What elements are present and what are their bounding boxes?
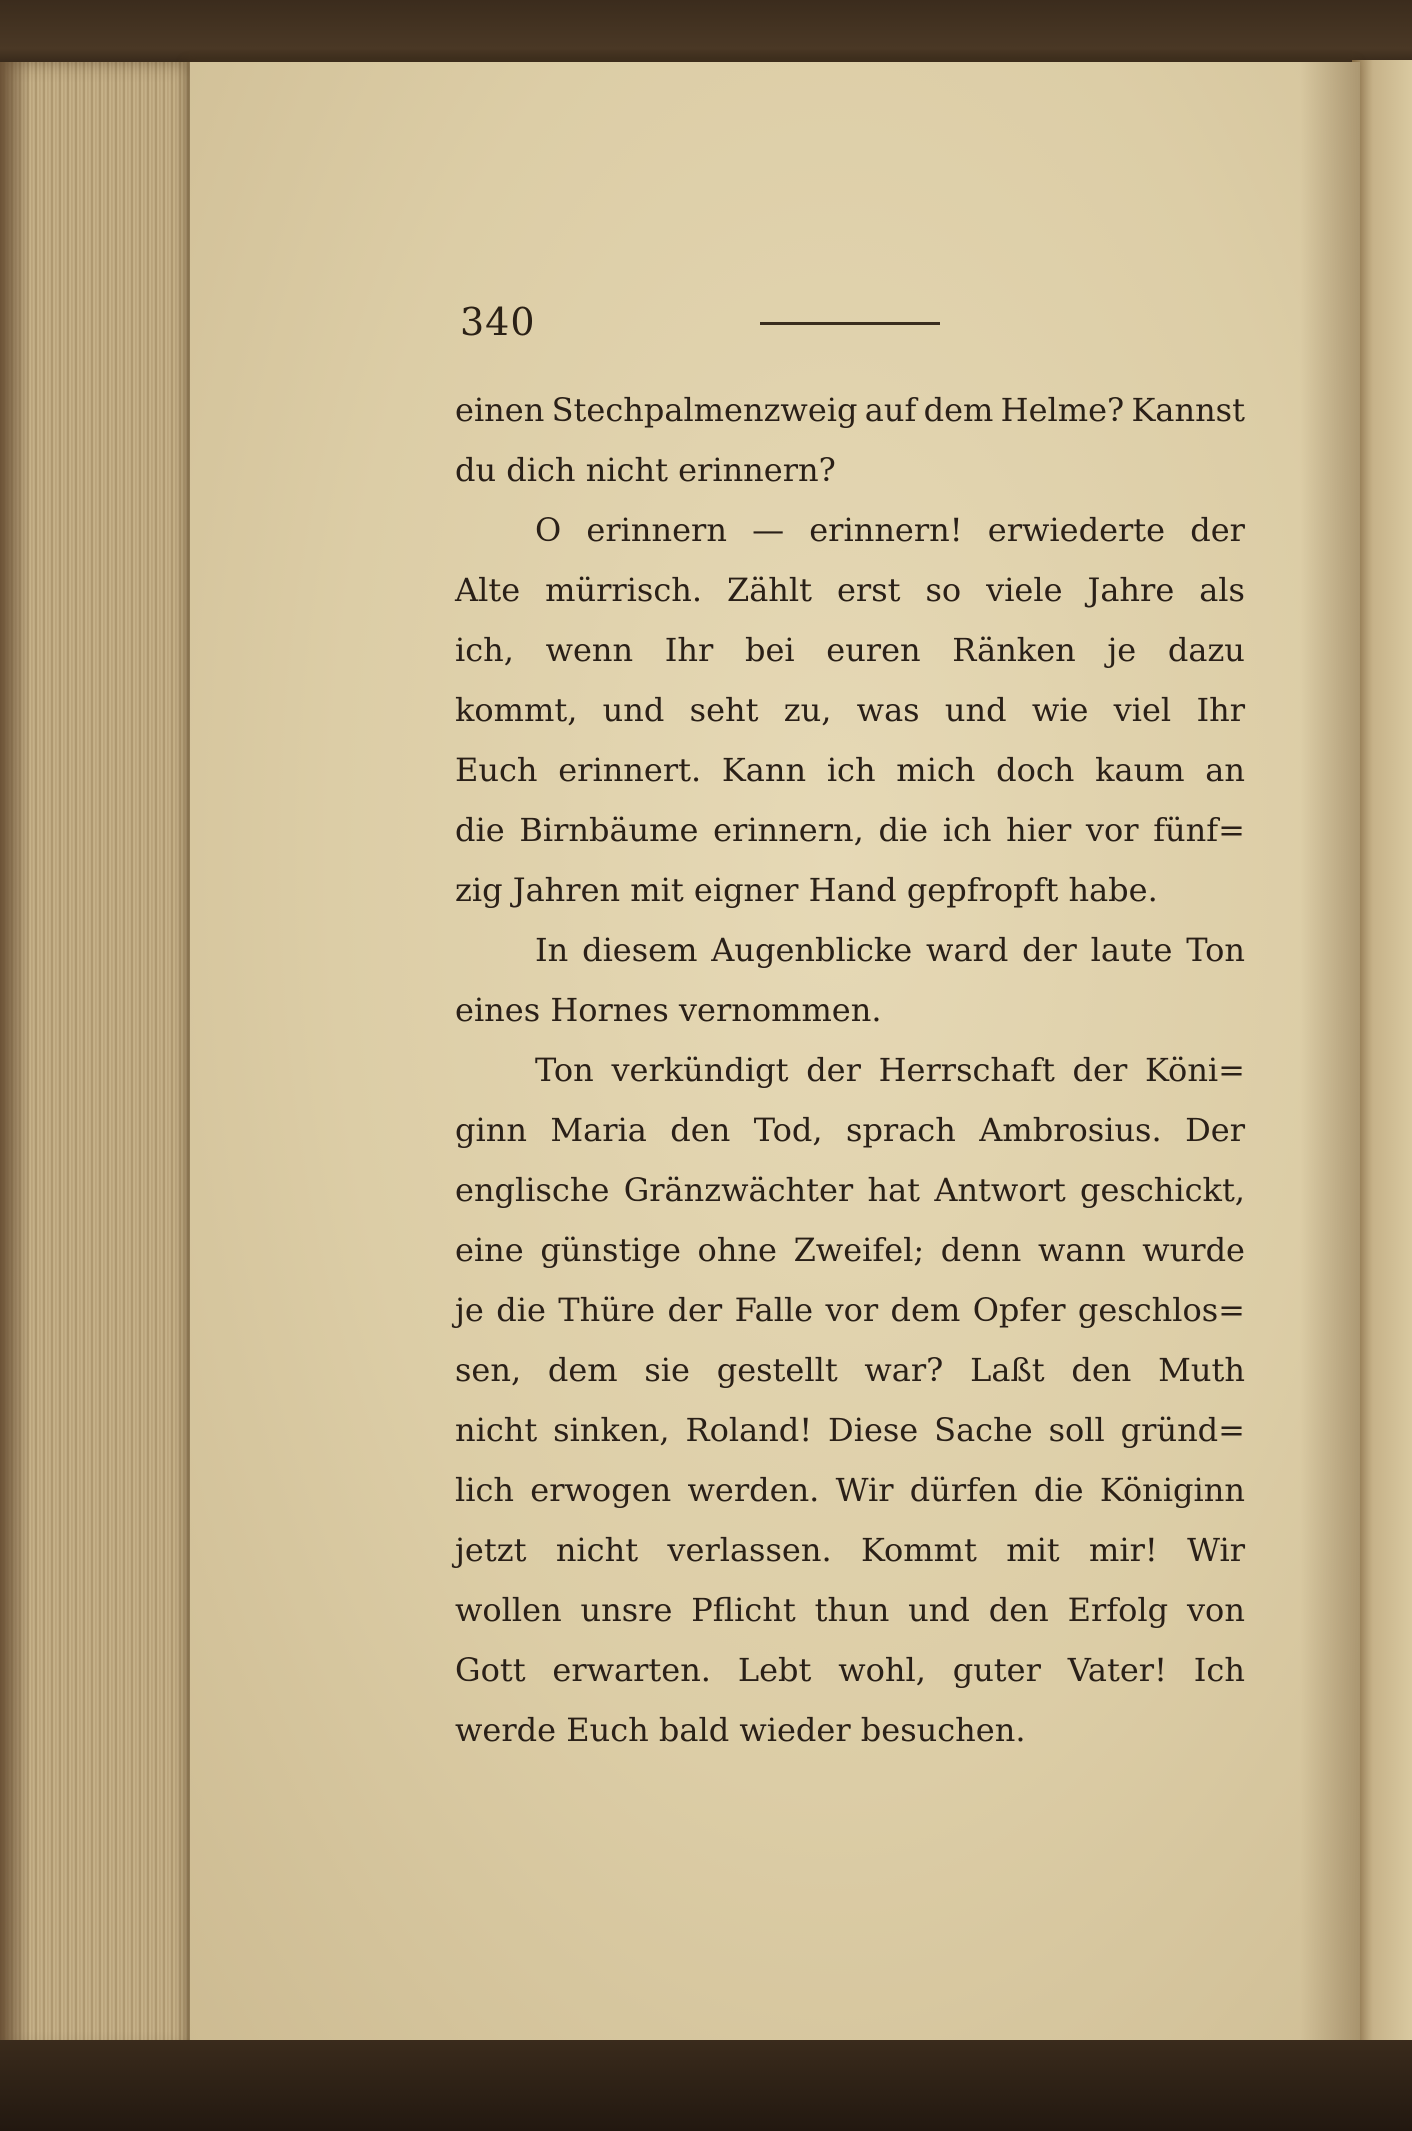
text-line: die Birnbäume erinnern, die ich hier vor fünf= [455,811,1245,849]
bottom-shadow [0,2040,1412,2131]
text-line: werde Euch bald wieder besuchen. [455,1711,1026,1749]
text-line: zig Jahren mit eigner Hand gepfropft habe. [455,871,1158,909]
text-line: kommt, und seht zu, was und wie viel Ihr [455,691,1245,729]
header-rule [760,322,940,325]
text-line: ginn Maria den Tod, sprach Ambrosius. Der [455,1111,1245,1149]
text-line: jetzt nicht verlassen. Kommt mit mir! Wir [455,1531,1245,1569]
text-line: lich erwogen werden. Wir dürfen die Königinn [455,1471,1245,1509]
text-line: Euch erinnert. Kann ich mich doch kaum an [455,751,1245,789]
text-line: je die Thüre der Falle vor dem Opfer geschlos= [455,1291,1245,1329]
text-line: wollen unsre Pflicht thun und den Erfolg von [455,1591,1245,1629]
text-line: In diesem Augenblicke ward der laute Ton [535,931,1245,969]
page-header [460,300,980,350]
text-line: nicht sinken, Roland! Diese Sache soll gründ= [455,1411,1245,1449]
page-number: 340 [460,300,536,344]
text-line: du dich nicht erinnern? [455,451,836,489]
text-line: Alte mürrisch. Zählt erst so viele Jahre als [455,571,1245,609]
text-line: einen Stechpalmenzweig auf dem Helme? Kannst [455,391,1245,429]
text-line: ich, wenn Ihr bei euren Ränken je dazu [455,631,1245,669]
book-cover-edge [0,0,1412,70]
page-stack-edge [0,62,205,2052]
text-line: O erinnern — erinnern! erwiederte der [535,511,1245,549]
text-line: eines Hornes vernommen. [455,991,882,1029]
facing-page-edge [1352,60,1412,2060]
text-line: sen, dem sie gestellt war? Laßt den Muth [455,1351,1245,1389]
body-text [455,380,1245,1760]
text-line: Ton verkündigt der Herrschaft der Köni= [535,1051,1245,1089]
text-line: englische Gränzwächter hat Antwort geschickt, [455,1171,1245,1209]
text-line: Gott erwarten. Lebt wohl, guter Vater! Ich [455,1651,1245,1689]
text-line: eine günstige ohne Zweifel; denn wann wurde [455,1231,1245,1269]
